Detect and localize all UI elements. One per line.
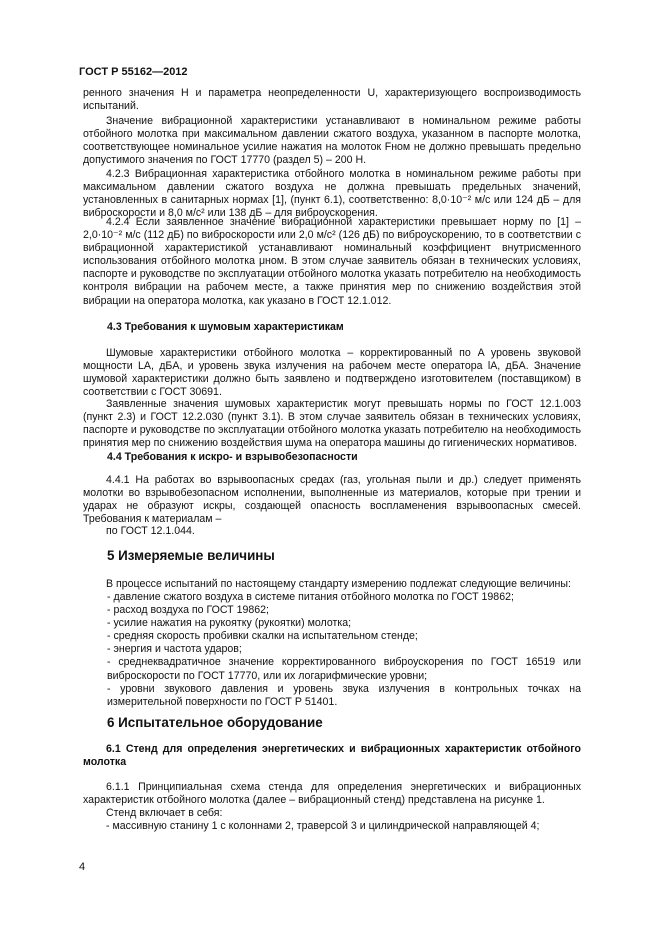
list-item: - уровни звукового давления и уровень звука излучения в контрольных точках на измерительной поверхности по ГОСТ Р 51401. (107, 682, 581, 708)
paragraph-4-4-1-cont: по ГОСТ 12.1.044. (106, 525, 195, 537)
paragraph-4-2-3: 4.2.3 Вибрационная характеристика отбойного молотка в номинальном режиме работы при максимальном давлении сжатого воздуха не должна превышать предельных значений, установленных в санитарных нормах [1], (пункт 6.1), соответственно: 8,0·10⁻² м/с или 124 дБ – для виброскорости и 8,0 м/с² или 138 дБ – для виброускорения. (83, 168, 581, 220)
section-heading-6: 6 Испытательное оборудование (107, 715, 323, 730)
paragraph-4-3-a: Шумовые характеристики отбойного молотка – корректированный по A уровень звуковой мощности LA, дБA, и уровень звука излучения на рабочем месте оператора lA, дБA. Значение шумовой характеристики должно быть заявлено и подтверждено изготовителем (поставщиком) в соответствии с ГОСТ 30691. (83, 347, 581, 399)
measured-values-list (107, 591, 581, 709)
section-heading-4-4: 4.4 Требования к искро- и взрывобезопасности (107, 451, 358, 463)
section-heading-6-1: 6.1 Стенд для определения энергетических и вибрационных характеристик отбойного молотка (83, 743, 581, 769)
list-item: - среднеквадратичное значение корректированного виброускорения по ГОСТ 16519 или виброскорости по ГОСТ 17770, или их логарифмические уровни; (107, 656, 581, 682)
page-number: 4 (79, 861, 86, 873)
paragraph-6-1-1: 6.1.1 Принципиальная схема стенда для определения энергетических и вибрационных характеристик отбойного молотка (далее – вибрационный стенд) представлена на рисунке 1. (83, 781, 581, 807)
section-heading-4-3: 4.3 Требования к шумовым характеристикам (107, 321, 344, 333)
list-item: - расход воздуха по ГОСТ 19862; (107, 604, 269, 617)
paragraph-intro: ренного значения H и параметра неопределенности U, характеризующего воспроизводимость испытаний. (83, 87, 581, 113)
list-item: - усилие нажатия на рукоятку (рукоятки) молотка; (107, 617, 352, 630)
paragraph-4-3-b: Заявленные значения шумовых характеристик могут превышать нормы по ГОСТ 12.1.003 (пункт 2.3) и ГОСТ 12.2.030 (пункт 3.1). В этом случае заявитель обязан в технических условиях, паспорте и руководстве по эксплуатации отбойного молотка указать потребителю на необходимость принятия мер по снижению воздействия шума на оператора машины до гигиенических нормативов. (83, 398, 581, 450)
page-header: ГОСТ Р 55162—2012 (79, 66, 188, 78)
paragraph-5-intro: В процессе испытаний по настоящему стандарту измерению подлежат следующие величины: (106, 578, 571, 590)
list-item: - энергия и частота ударов; (107, 643, 242, 656)
paragraph-6-1-1-b: Стенд включает в себя: (106, 807, 223, 819)
paragraph-4-4-1: 4.4.1 На работах во взрывоопасных средах (газ, угольная пыли и др.) следует применять молотки во взрывобезопасном исполнении, выполненные из материалов, которые при трении и ударах не образуют искры, создающей опасность воспламенения взрывоопасных смесей. Требования к материалам – (83, 474, 581, 526)
section-heading-5: 5 Измеряемые величины (107, 548, 275, 563)
list-item: - давление сжатого воздуха в системе питания отбойного молотка по ГОСТ 19862; (107, 591, 514, 603)
list-item: - средняя скорость пробивки скалки на испытательном стенде; (107, 630, 418, 643)
paragraph-vibration-value: Значение вибрационной характеристики устанавливают в номинальном режиме работы отбойного молотка при максимальном давлении сжатого воздуха, указанном в паспорте молотка, соответствующее номинальное усилие нажатия на молоток Fном не должно превышать предельно допустимого значения по ГОСТ 17770 (раздел 5) – 200 Н. (83, 115, 581, 167)
paragraph-4-2-4: 4.2.4 Если заявленное значение вибрационной характеристики превышает норму по [1] – 2,0·10⁻² м/с (112 дБ) по виброскорости или 2,0 м/с² (126 дБ) по виброускорению, то в соответствии с вибрационной характеристикой устанавливают номинальный коэффициент внутрисменного использования отбойного молотка μном. В этом случае заявитель обязан в технических условиях, паспорте и руководстве по эксплуатации отбойного молотка указать потребителю на необходимость контроля вибрации на рабочем месте, а также принятия мер по снижению воздействия этой вибрации на оператора молотка, как указано в ГОСТ 12.1.012. (83, 216, 581, 307)
paragraph-6-1-1-c: - массивную станину 1 с колоннами 2, траверсой 3 и цилиндрической направляющей 4; (106, 820, 540, 832)
